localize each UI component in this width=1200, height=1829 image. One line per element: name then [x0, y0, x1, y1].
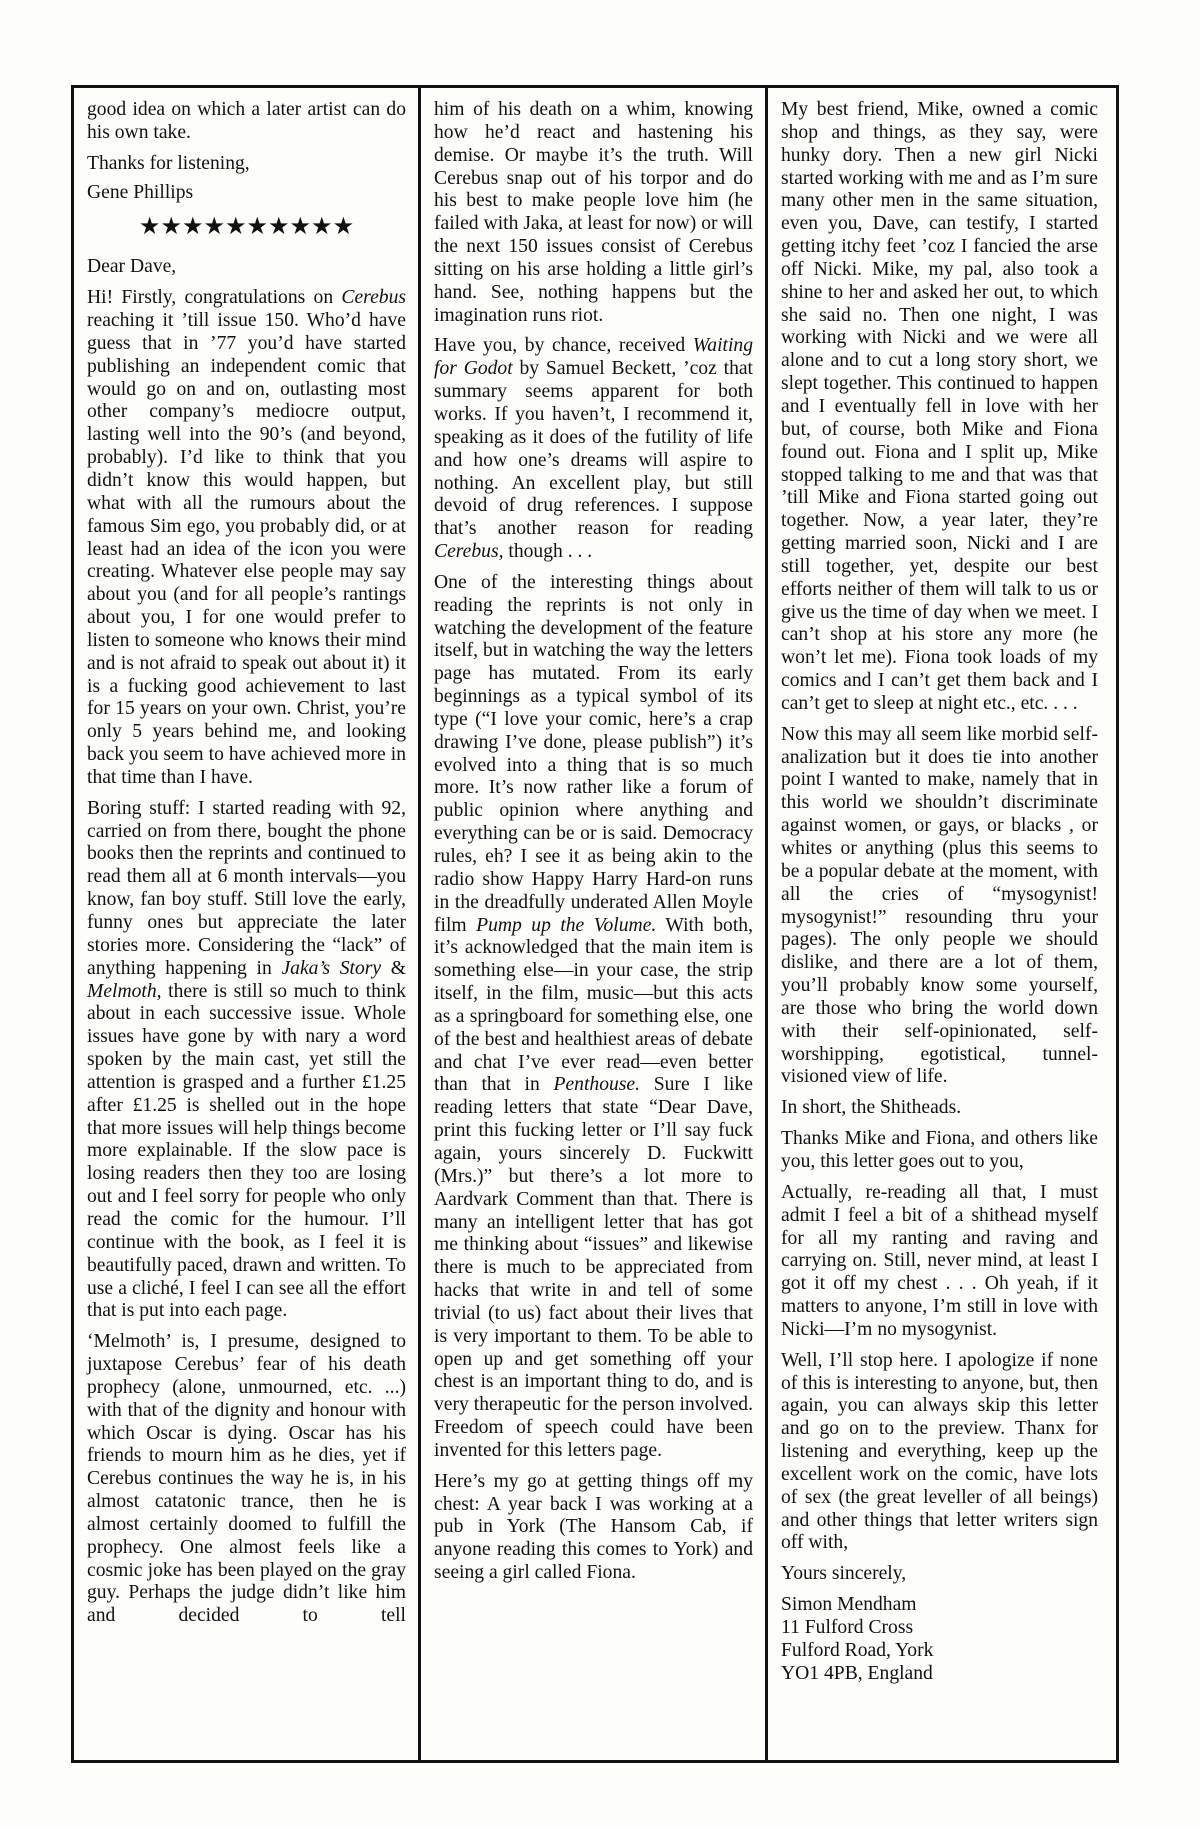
column-2 [421, 88, 768, 1760]
paragraph-godot: Have you, by chance, received Waiting for Godot by Samuel Beckett, ’coz that summary seems apparent for both works. If you haven’t, I recommend it, speaking as it does of the futility of life and how one’s dreams will aspire to nothing. An excellent play, but still devoid of drug references. I suppose that’s another reason for reading Cerebus, though . . . [434, 335, 754, 563]
sender-name: Simon Mendham [781, 1594, 917, 1616]
column-3 [768, 88, 1110, 1760]
paragraph-discrimination: Now this may all seem like morbid self-analization but it does tie into another point I wanted to make, namely that in this world we shouldn’t discriminate against women, or gays, or blacks , or whites or anything (plus this seems to be a popular debate at the moment, with all the cries of “mysogynist! mysogynist!” resounding thru your pages). The only people we should dislike, and there are a lot of them, you’ll probably know some yourself, are those who bring the world down with their self-opinionated, self-worshipping, egotistical, tunnel-visioned view of life. [781, 723, 1098, 1088]
address-line-3: YO1 4PB, England [781, 1662, 933, 1684]
paragraph-rereading: Actually, re-reading all that, I must admit I feel a bit of a shithead myself for all my ranting and raving and carrying on. Still, never mind, at least I got it off my chest . . . Oh yeah, if it matters to anyone, I’m still in love with Nicki—I’m no mysogynist. [781, 1181, 1098, 1340]
address-line-1: 11 Fulford Cross [781, 1617, 914, 1638]
letters-page-frame [71, 85, 1119, 1763]
closing-signoff: Yours sincerely, [781, 1563, 907, 1585]
star-separator-icon: ★★★★★★★★★★ [138, 214, 355, 241]
paragraph-death-whim: him of his death on a whim, knowing how he’d react and hastening his demise. Or maybe it’s the truth. Will Cerebus snap out of his torpor and do his best to make people love him (he failed with Jaka, at least for now) or will the next 150 issues consist of Cerebus sitting on his arse holding a little girl’s hand. See, nothing happens but the imagination runs riot. [434, 99, 753, 326]
column-1 [74, 88, 421, 1760]
paragraph-thanks: Thanks Mike and Fiona, and others like you, this letter goes out to you, [781, 1128, 1098, 1172]
letter-continuation: good idea on which a later artist can do his own take. [87, 99, 406, 143]
salutation: Dear Dave, [87, 256, 177, 278]
letter-signature: Gene Phillips [87, 181, 194, 203]
paragraph-congratulations: Hi! Firstly, congratulations on Cerebus reaching it ’till issue 150. Who’d have guess that in ’77 you’d have started publishing an independent comic that would go on and on, outlasting most other company’s mediocre output, lasting well into the 90’s (and beyond, probably). I’d like to think that you didn’t know this would happen, but what with all the rumours about the famous Sim ego, you probably did, or at least had an idea of the icon you were creating. Whatever else people may say about you (and for all people’s rantings about you, I for one would prefer to listen to someone who knows their mind and is not afraid to speak out about it) it is a fucking good achievement to last for 15 years on your own. Christ, you’re only 5 years behind me, and looking back you seem to have achieved more in that time than I have. [87, 287, 406, 788]
paragraph-best-friend: My best friend, Mike, owned a comic shop and things, as they say, were hunky dory. Then a new girl Nicki started working with me and as I’m sure many other men in the same situation, even you, Dave, can testify, I started getting itchy feet ’coz I fancied the arse off Nicki. Mike, my pal, also took a shine to her and asked her out, to which she said no. Then one night, I was working with Nicki and we were all alone and to cut a long story short, we slept together. This continued to happen and I eventually fell in love with her but, of course, both Mike and Fiona found out. Fiona and I split up, Mike stopped talking to me and that was that ’till Mike and Fiona started going out together. Now, a year later, they’re getting married soon, Nicki and I are still together, yet, despite our best efforts neither of them will talk to us or give us the time of day when we meet. I can’t shop at his store any more (he won’t let me). Fiona took loads of my comics and I can’t get them back and I can’t get to sleep at night etc., etc. . . . [781, 99, 1098, 714]
address-line-2: Fulford Road, York [781, 1639, 934, 1661]
letter-signoff: Thanks for listening, [87, 152, 250, 174]
paragraph-shitheads: In short, the Shitheads. [781, 1097, 962, 1119]
paragraph-off-my-chest: Here’s my go at getting things off my chest: A year back I was working at a pub in York (The Hansom Cab, if anyone reading this comes to York) and seeing a girl called Fiona. [434, 1470, 753, 1584]
paragraph-stop-here: Well, I’ll stop here. I apologize if none of this is interesting to anyone, but, then again, you can always skip this letter and go on to the preview. Thanx for listening and everything, keep up the excellent work on the comic, have lots of sex (the great leveller of all beings) and other things that letter writers sign off with, [781, 1349, 1098, 1554]
paragraph-melmoth: ‘Melmoth’ is, I presume, designed to juxtapose Cerebus’ fear of his death prophecy (alone, unmourned, etc. ...) with that of the dignity and honour with which Oscar is dying. Oscar has his friends to mourn him as he dies, yet if Cerebus continues the way he is, in his almost catatonic trance, then he is almost certainly doomed to fulfill the prophecy. One almost feels like a cosmic joke has been played on the gray guy. Perhaps the judge didn’t like him and decided to tell [87, 1331, 406, 1627]
sender-address [781, 1594, 1098, 1685]
paragraph-boring-stuff: Boring stuff: I started reading with 92, carried on from there, bought the phone books then the reprints and continued to read them all at 6 month intervals—you know, fan boy stuff. Still love the early, funny ones but appreciate the later stories more. Considering the “lack” of anything happening in Jaka’s Story & Melmoth, there is still so much to think about in each successive issue. Whole issues have gone by with nary a word spoken by the main cast, yet still the attention is grasped and a further £1.25 after £1.25 is shelled out in the hope that more issues will help things become more explainable. If the slow pace is losing readers then they too are losing out and I feel sorry for people who only read the comic for the humour. I’ll continue with the book, as I feel it is beautifully paced, drawn and written. To use a cliché, I feel I can see all the effort that is put into each page. [87, 797, 407, 1322]
paragraph-letters-page: One of the interesting things about reading the reprints is not only in watching the development of the feature itself, but in watching the way the letters page has mutated. From its early beginnings as a typical symbol of its type (“I love your comic, here’s a crap drawing I’ve done, please publish”) it’s evolved into a thing that is so much more. It’s now rather like a forum of public opinion where anything and everything can be or is said. Democracy rules, eh? I see it as being akin to the radio show Happy Harry Hard-on runs in the dreadfully underated Allen Moyle film Pump up the Volume. With both, it’s acknowledged that the main item is something else—in your case, the strip itself, in the film, music—but this acts as a springboard for something else, one of the best and healthiest areas of debate and chat I’ve ever read—even better than that in Penthouse. Sure I like reading letters that state “Dear Dave, print this fucking letter or I’ll say fuck again, yours sincerely D. Fuckwitt (Mrs.)” but there’s a lot more to Aardvark Comment than that. There is many an intelligent letter that has got me thinking about “issues” and likewise there is much to be appreciated from hacks that write in and tell of some trivial (to us) fact about their lives that is very important to them. To be able to open up and get something off your chest is an important thing to do, and is very therapeutic for the person involved. Freedom of speech could have been invented for this letters page. [434, 571, 753, 1461]
